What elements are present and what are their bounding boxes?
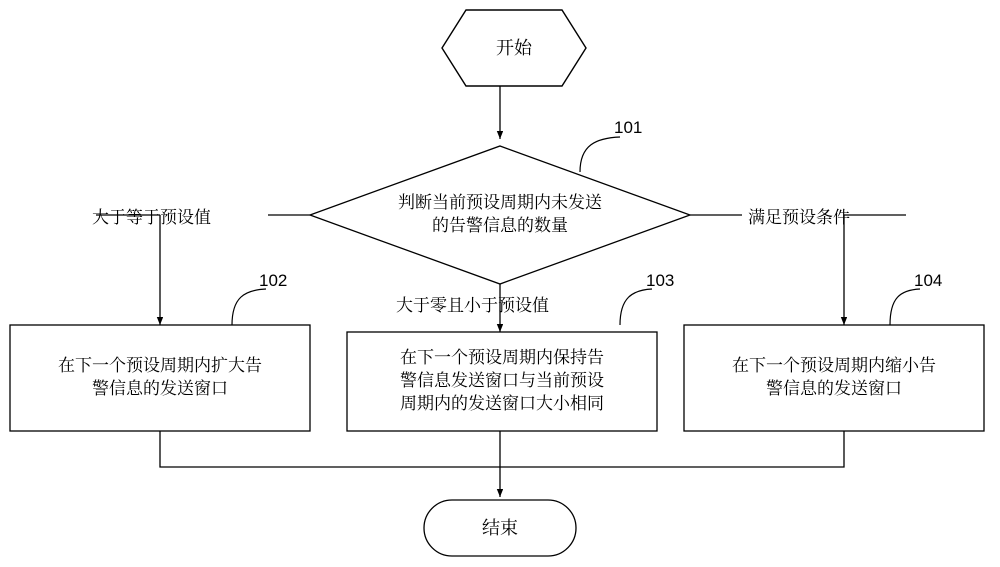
edge-label-left: 大于等于预设值 [92, 208, 211, 227]
node-box-mid-shape [347, 332, 657, 431]
ref-number-102: 102 [259, 271, 288, 290]
node-start-label: 开始 [496, 37, 532, 58]
node-box-left-shape [10, 325, 310, 431]
edge-right-box-to-end [500, 431, 844, 467]
node-end-label: 结束 [482, 517, 518, 538]
ref-number-103: 103 [646, 271, 675, 290]
node-box-mid-label: 在下一个预设周期内保持告 警信息发送窗口与当前预设 周期内的发送窗口大小相同 [400, 348, 604, 413]
edge-left-box-to-end [160, 431, 500, 467]
node-box-left-label: 在下一个预设周期内扩大告 警信息的发送窗口 [58, 356, 262, 398]
node-end-shape [424, 500, 576, 556]
edge-label-right: 满足预设条件 [748, 208, 850, 227]
ref-number-104: 104 [914, 271, 943, 290]
node-box-right-label: 在下一个预设周期内缩小告 警信息的发送窗口 [732, 356, 936, 398]
ref-leader-102 [232, 289, 266, 325]
ref-number-101: 101 [614, 118, 643, 137]
ref-leader-104 [890, 289, 920, 325]
node-start-shape [442, 10, 586, 86]
node-decision-label: 判断当前预设周期内未发送 的告警信息的数量 [398, 193, 602, 235]
node-decision-shape [310, 146, 690, 284]
ref-leader-101 [580, 137, 620, 172]
ref-leader-103 [620, 289, 652, 325]
node-box-right-shape [684, 325, 984, 431]
edge-label-center: 大于零且小于预设值 [396, 296, 549, 315]
